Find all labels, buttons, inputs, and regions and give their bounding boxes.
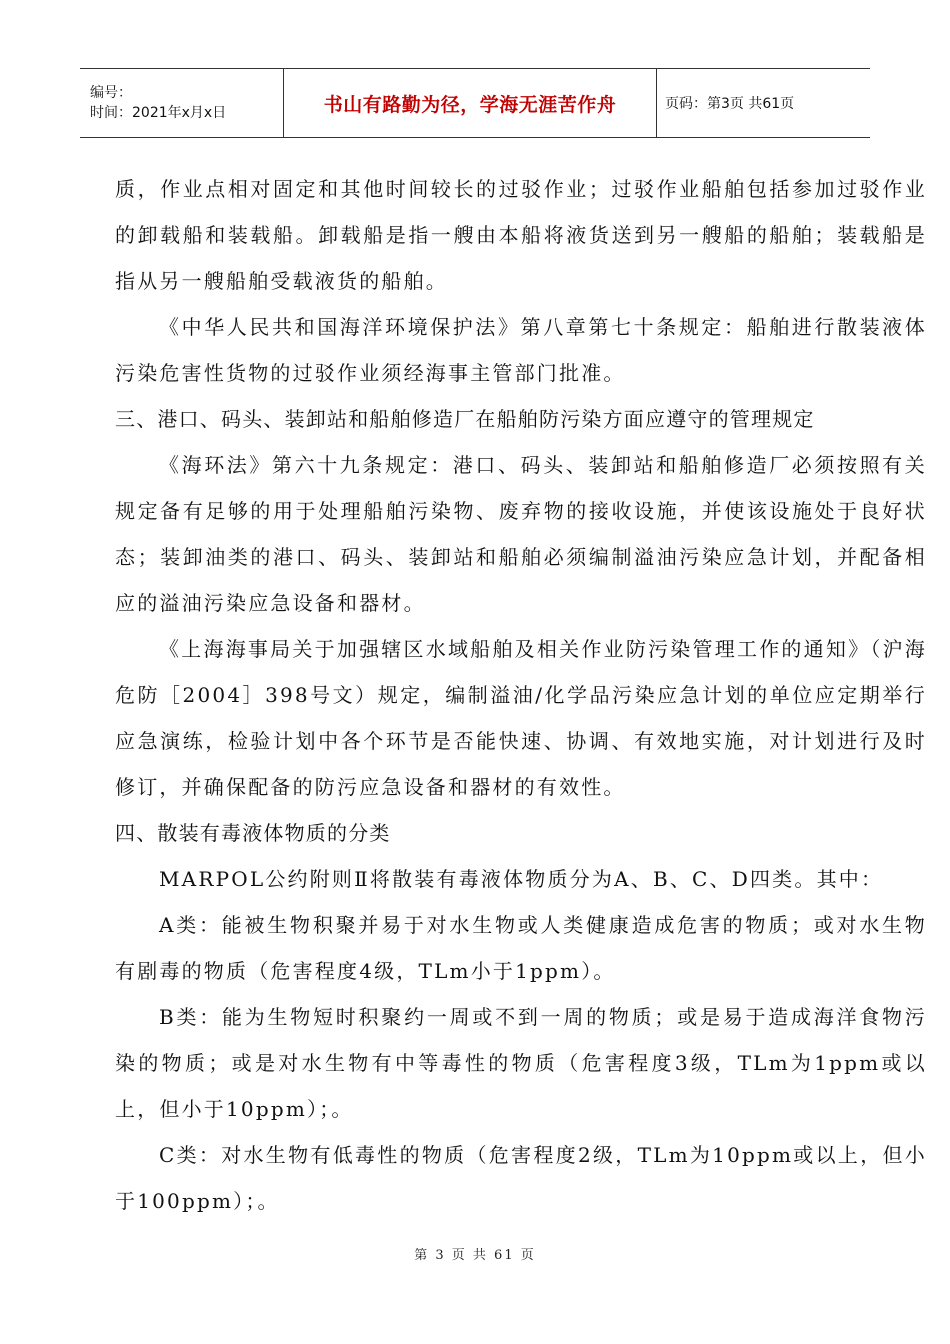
- section-heading-4: 四、散装有毒液体物质的分类: [115, 821, 391, 845]
- paragraph-2: 《中华人民共和国海洋环境保护法》第八章第七十条规定：船舶进行散装液体污染危害性货物的过驳作业须经海事主管部门批准。: [115, 315, 927, 385]
- header-number: 编号：: [90, 85, 132, 101]
- header-motto-cell: [284, 69, 657, 137]
- paragraph-class-c: C类：对水生物有低毒性的物质（危害程度2级，TLm为10ppm或以上，但小于100ppm）；。: [115, 1143, 927, 1213]
- header-motto: 书山有路勤为径，学海无涯苦作舟: [323, 93, 617, 116]
- paragraph-5: 《上海海事局关于加强辖区水域船舶及相关作业防污染管理工作的通知》（沪海危防［2004］398号文）规定，编制溢油/化学品污染应急计划的单位应定期举行应急演练，检验计划中各个环节是否能快速、协调、有效地实施，对计划进行及时修订，并确保配备的防污应急设备和器材的有效性。: [115, 637, 927, 799]
- paragraph-7: MARPOL公约附则Ⅱ将散装有毒液体物质分为A、B、C、D四类。其中：: [159, 867, 884, 891]
- paragraph-1: 质，作业点相对固定和其他时间较长的过驳作业；过驳作业船舶包括参加过驳作业的卸载船和装载船。卸载船是指一艘由本船将液货送到另一艘船的船舶；装载船是指从另一艘船舶受载液货的船舶。: [115, 177, 927, 293]
- section-heading-3: 三、港口、码头、装卸站和船舶修造厂在船舶防污染方面应遵守的管理规定: [115, 407, 815, 431]
- header-page-info-cell: [657, 69, 870, 137]
- paragraph-class-b: B类：能为生物短时积聚约一周或不到一周的物质；或是易于造成海洋食物污染的物质；或是对水生物有中等毒性的物质（危害程度3级，TLm为1ppm或以上，但小于10ppm）；。: [115, 1005, 927, 1121]
- header-time: 时间：2021年x月x日: [90, 105, 227, 121]
- paragraph-class-a: A类：能被生物积聚并易于对水生物或人类健康造成危害的物质；或对水生物有剧毒的物质（危害程度4级，TLm小于1ppm）。: [115, 913, 927, 983]
- header-meta: [80, 69, 284, 137]
- header-page-info: 页码：第3页 共61页: [665, 96, 795, 112]
- page-footer: 第 3 页 共 61 页: [414, 1248, 536, 1263]
- document-body: [115, 166, 927, 1224]
- document-header: [80, 68, 870, 138]
- paragraph-4: 《海环法》第六十九条规定：港口、码头、装卸站和船舶修造厂必须按照有关规定备有足够的用于处理船舶污染物、废弃物的接收设施，并使该设施处于良好状态；装卸油类的港口、码头、装卸站和船舶必须编制溢油污染应急计划，并配备相应的溢油污染应急设备和器材。: [115, 453, 927, 615]
